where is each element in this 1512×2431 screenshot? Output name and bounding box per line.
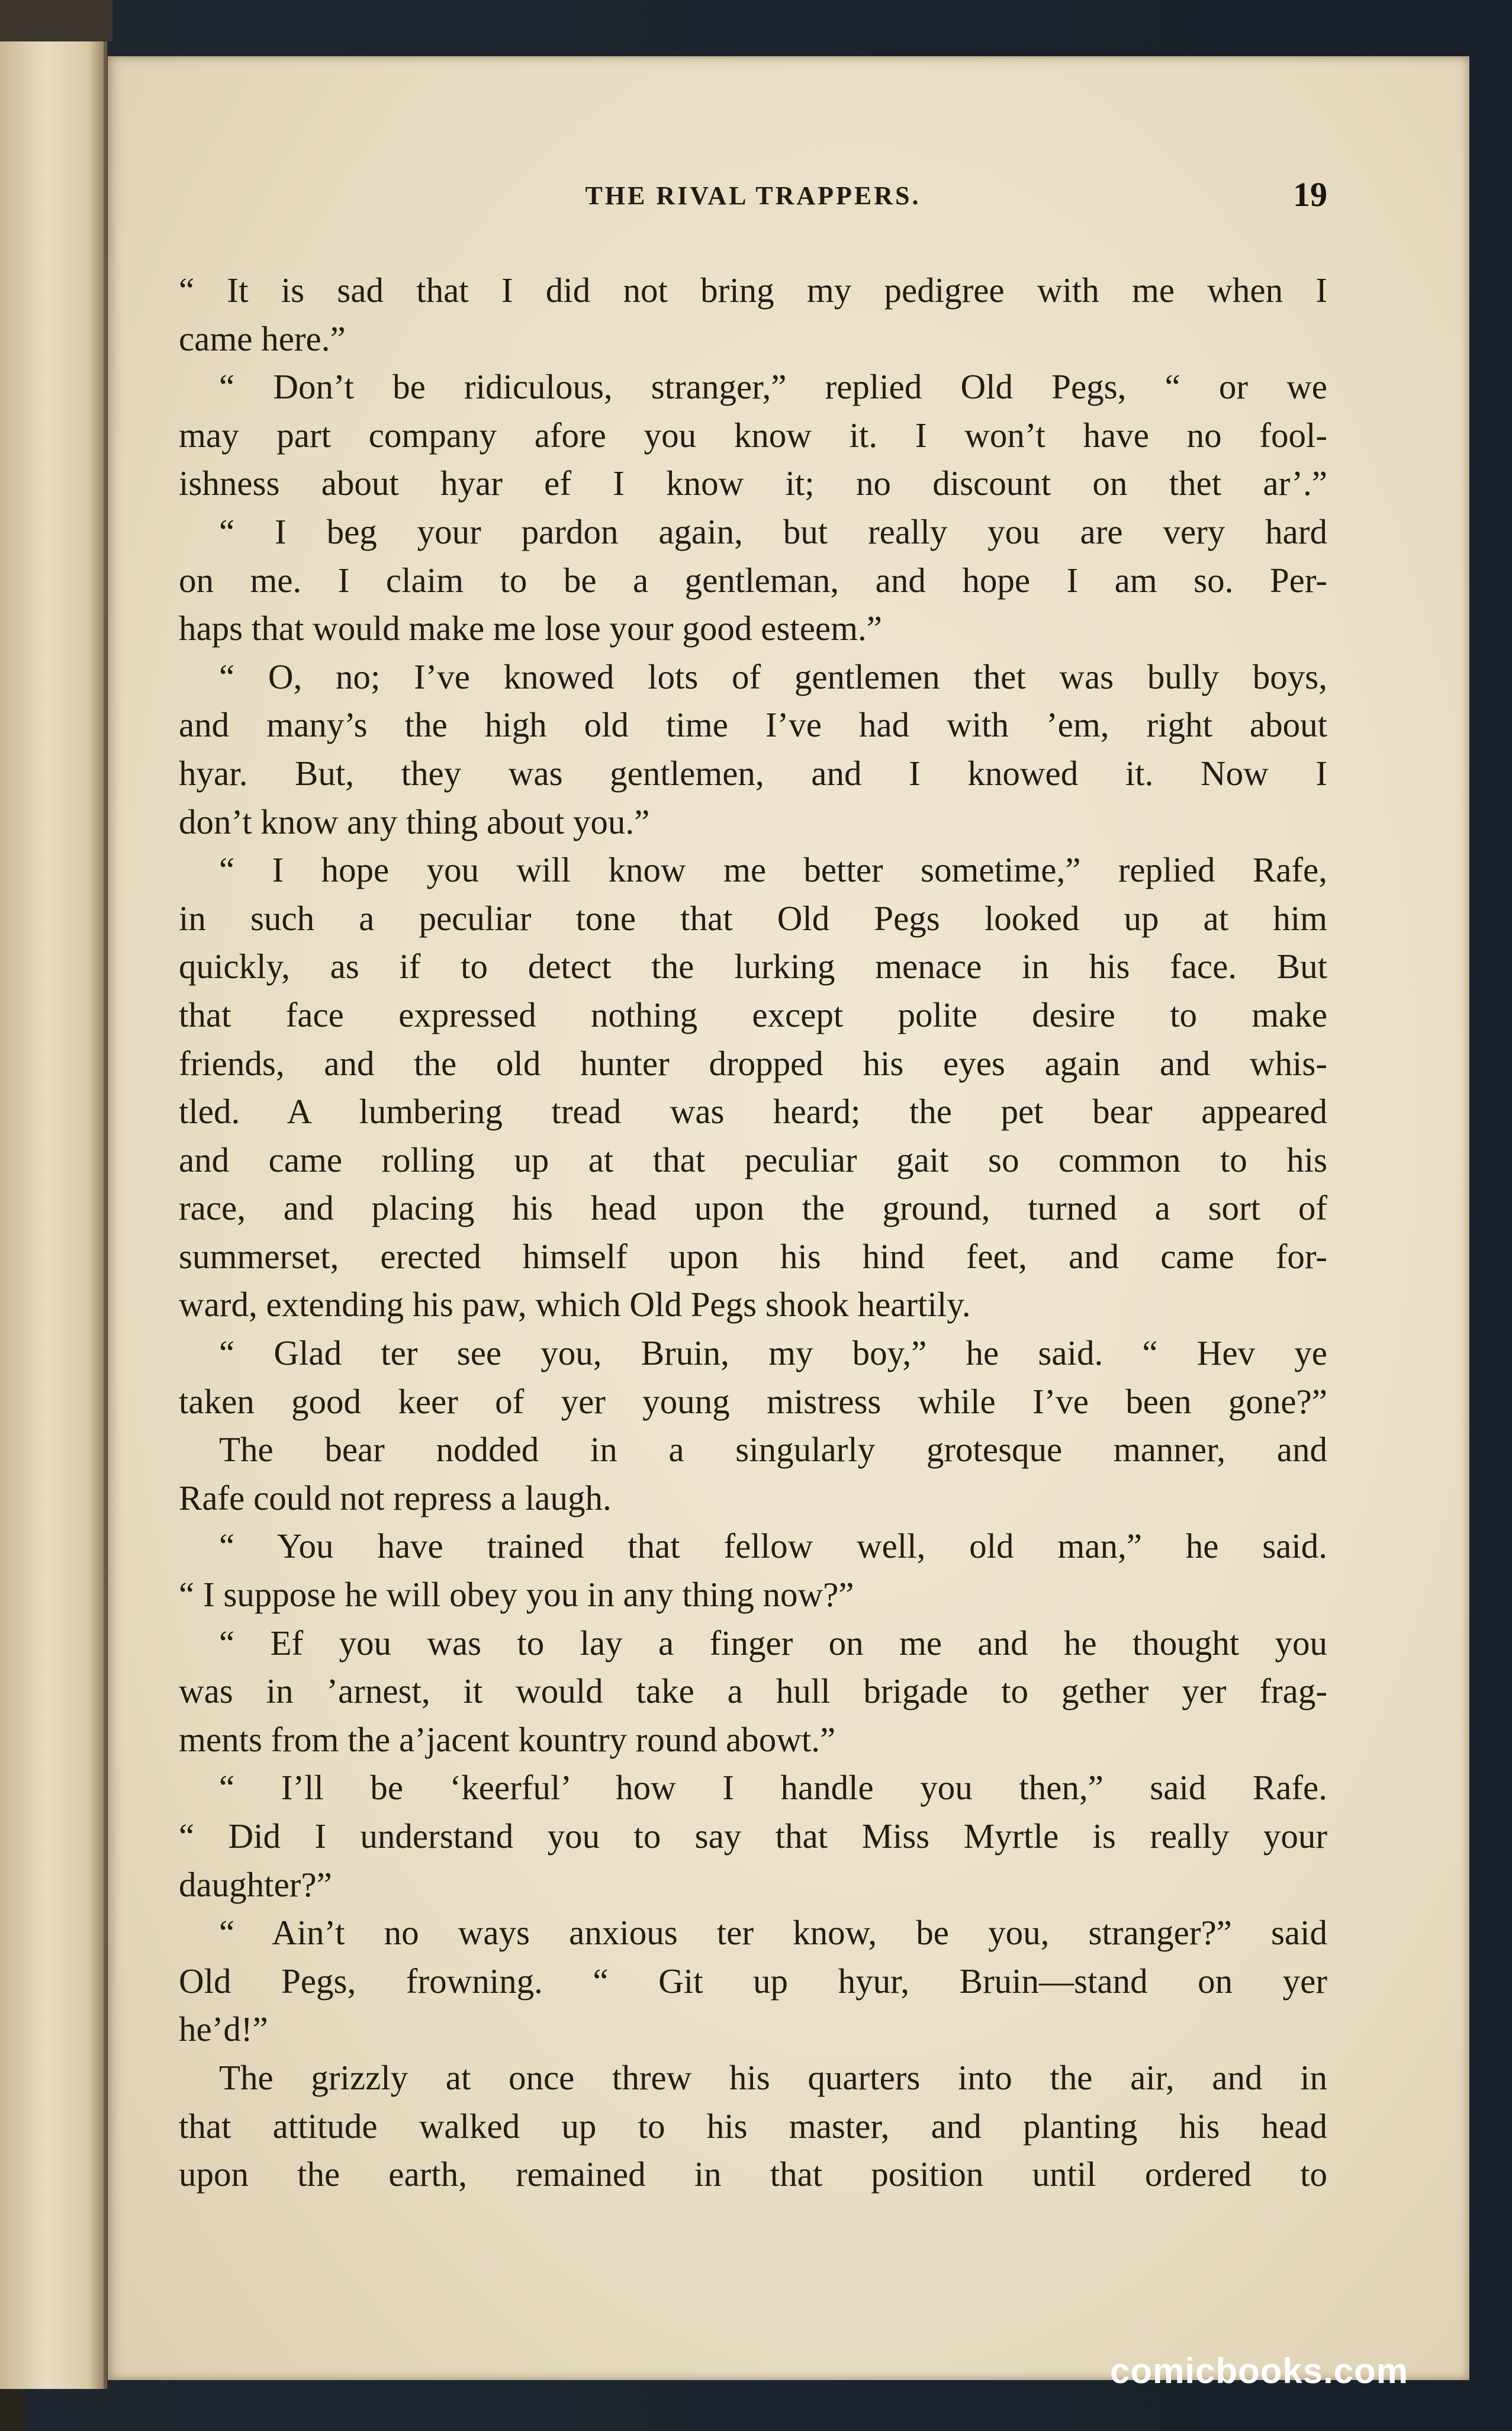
text-line: was in ’arnest, it would take a hull brigade to gether yer frag-	[179, 1671, 1327, 1711]
text-line: don’t know any thing about you.”	[179, 802, 650, 841]
text-line: ishness about hyar ef I know it; no discount on thet ar’.”	[179, 464, 1327, 503]
text-line: upon the earth, remained in that position until ordered to	[179, 2155, 1327, 2194]
text-line: “ Glad ter see you, Bruin, my boy,” he said. “ Hev ye	[219, 1333, 1327, 1373]
text-line: “ I’ll be ‘keerful’ how I handle you then,” said Rafe.	[219, 1768, 1327, 1808]
text-line: “ Ef you was to lay a finger on me and he thought you	[219, 1623, 1327, 1663]
text-line: may part company afore you know it. I won’t have no fool-	[179, 415, 1327, 455]
text-line: The bear nodded in a singularly grotesque manner, and	[219, 1430, 1327, 1469]
book-page	[108, 56, 1469, 2380]
text-line: in such a peculiar tone that Old Pegs looked up at him	[179, 898, 1327, 938]
page-header	[179, 175, 1327, 222]
text-line: tled. A lumbering tread was heard; the pet bear appeared	[179, 1092, 1327, 1131]
text-line: “ It is sad that I did not bring my pedigree with me when I	[179, 271, 1327, 310]
text-line: Rafe could not repress a laugh.	[179, 1478, 612, 1517]
running-head: THE RIVAL TRAPPERS.	[585, 181, 921, 210]
watermark: comicbooks.com	[1110, 2351, 1409, 2391]
text-line: “ Don’t be ridiculous, stranger,” replied Old Pegs, “ or we	[219, 367, 1327, 407]
facing-page-edge-top	[0, 0, 112, 41]
text-line: friends, and the old hunter dropped his eyes again and whis-	[179, 1043, 1327, 1083]
text-line: ments from the a’jacent kountry round abowt.”	[179, 1719, 836, 1759]
text-line: on me. I claim to be a gentleman, and hope I am so. Per-	[179, 560, 1327, 600]
text-line: summerset, erected himself upon his hind feet, and came for-	[179, 1236, 1327, 1276]
text-line: and many’s the high old time I’ve had with ’em, right about	[179, 705, 1327, 745]
text-line: The grizzly at once threw his quarters into the air, and in	[219, 2057, 1327, 2097]
text-line: that face expressed nothing except polite desire to make	[179, 995, 1327, 1034]
text-line: “ I beg your pardon again, but really you are very hard	[219, 512, 1327, 551]
text-line: Old Pegs, frowning. “ Git up hyur, Bruin—stand on yer	[179, 1961, 1327, 2001]
text-line: he’d!”	[179, 2009, 268, 2049]
text-line: “ O, no; I’ve knowed lots of gentlemen thet was bully boys,	[219, 657, 1327, 696]
text-line: and came rolling up at that peculiar gait so common to his	[179, 1140, 1327, 1179]
text-line: ward, extending his paw, which Old Pegs shook heartily.	[179, 1285, 971, 1324]
text-line: hyar. But, they was gentlemen, and I knowed it. Now I	[179, 753, 1327, 793]
text-line: quickly, as if to detect the lurking menace in his face. But	[179, 947, 1327, 986]
body-text	[179, 266, 1327, 2199]
text-line: “ Did I understand you to say that Miss Myrtle is really your	[179, 1816, 1327, 1856]
text-line: “ Ain’t no ways anxious ter know, be you, stranger?” said	[219, 1913, 1327, 1953]
text-line: “ You have trained that fellow well, old man,” he said.	[219, 1526, 1327, 1566]
page-number: 19	[1293, 175, 1327, 214]
text-line: that attitude walked up to his master, and planting his head	[179, 2106, 1327, 2146]
text-line: came here.”	[179, 319, 346, 358]
text-line: race, and placing his head upon the ground, turned a sort of	[179, 1188, 1327, 1228]
text-line: taken good keer of yer young mistress while I’ve been gone?”	[179, 1381, 1327, 1421]
facing-page-edge	[0, 41, 107, 2389]
text-line: daughter?”	[179, 1864, 332, 1904]
text-line: “ I hope you will know me better sometime,” replied Rafe,	[219, 850, 1327, 890]
text-line: haps that would make me lose your good esteem.”	[179, 609, 882, 648]
text-line: “ I suppose he will obey you in any thing now?”	[179, 1575, 854, 1615]
